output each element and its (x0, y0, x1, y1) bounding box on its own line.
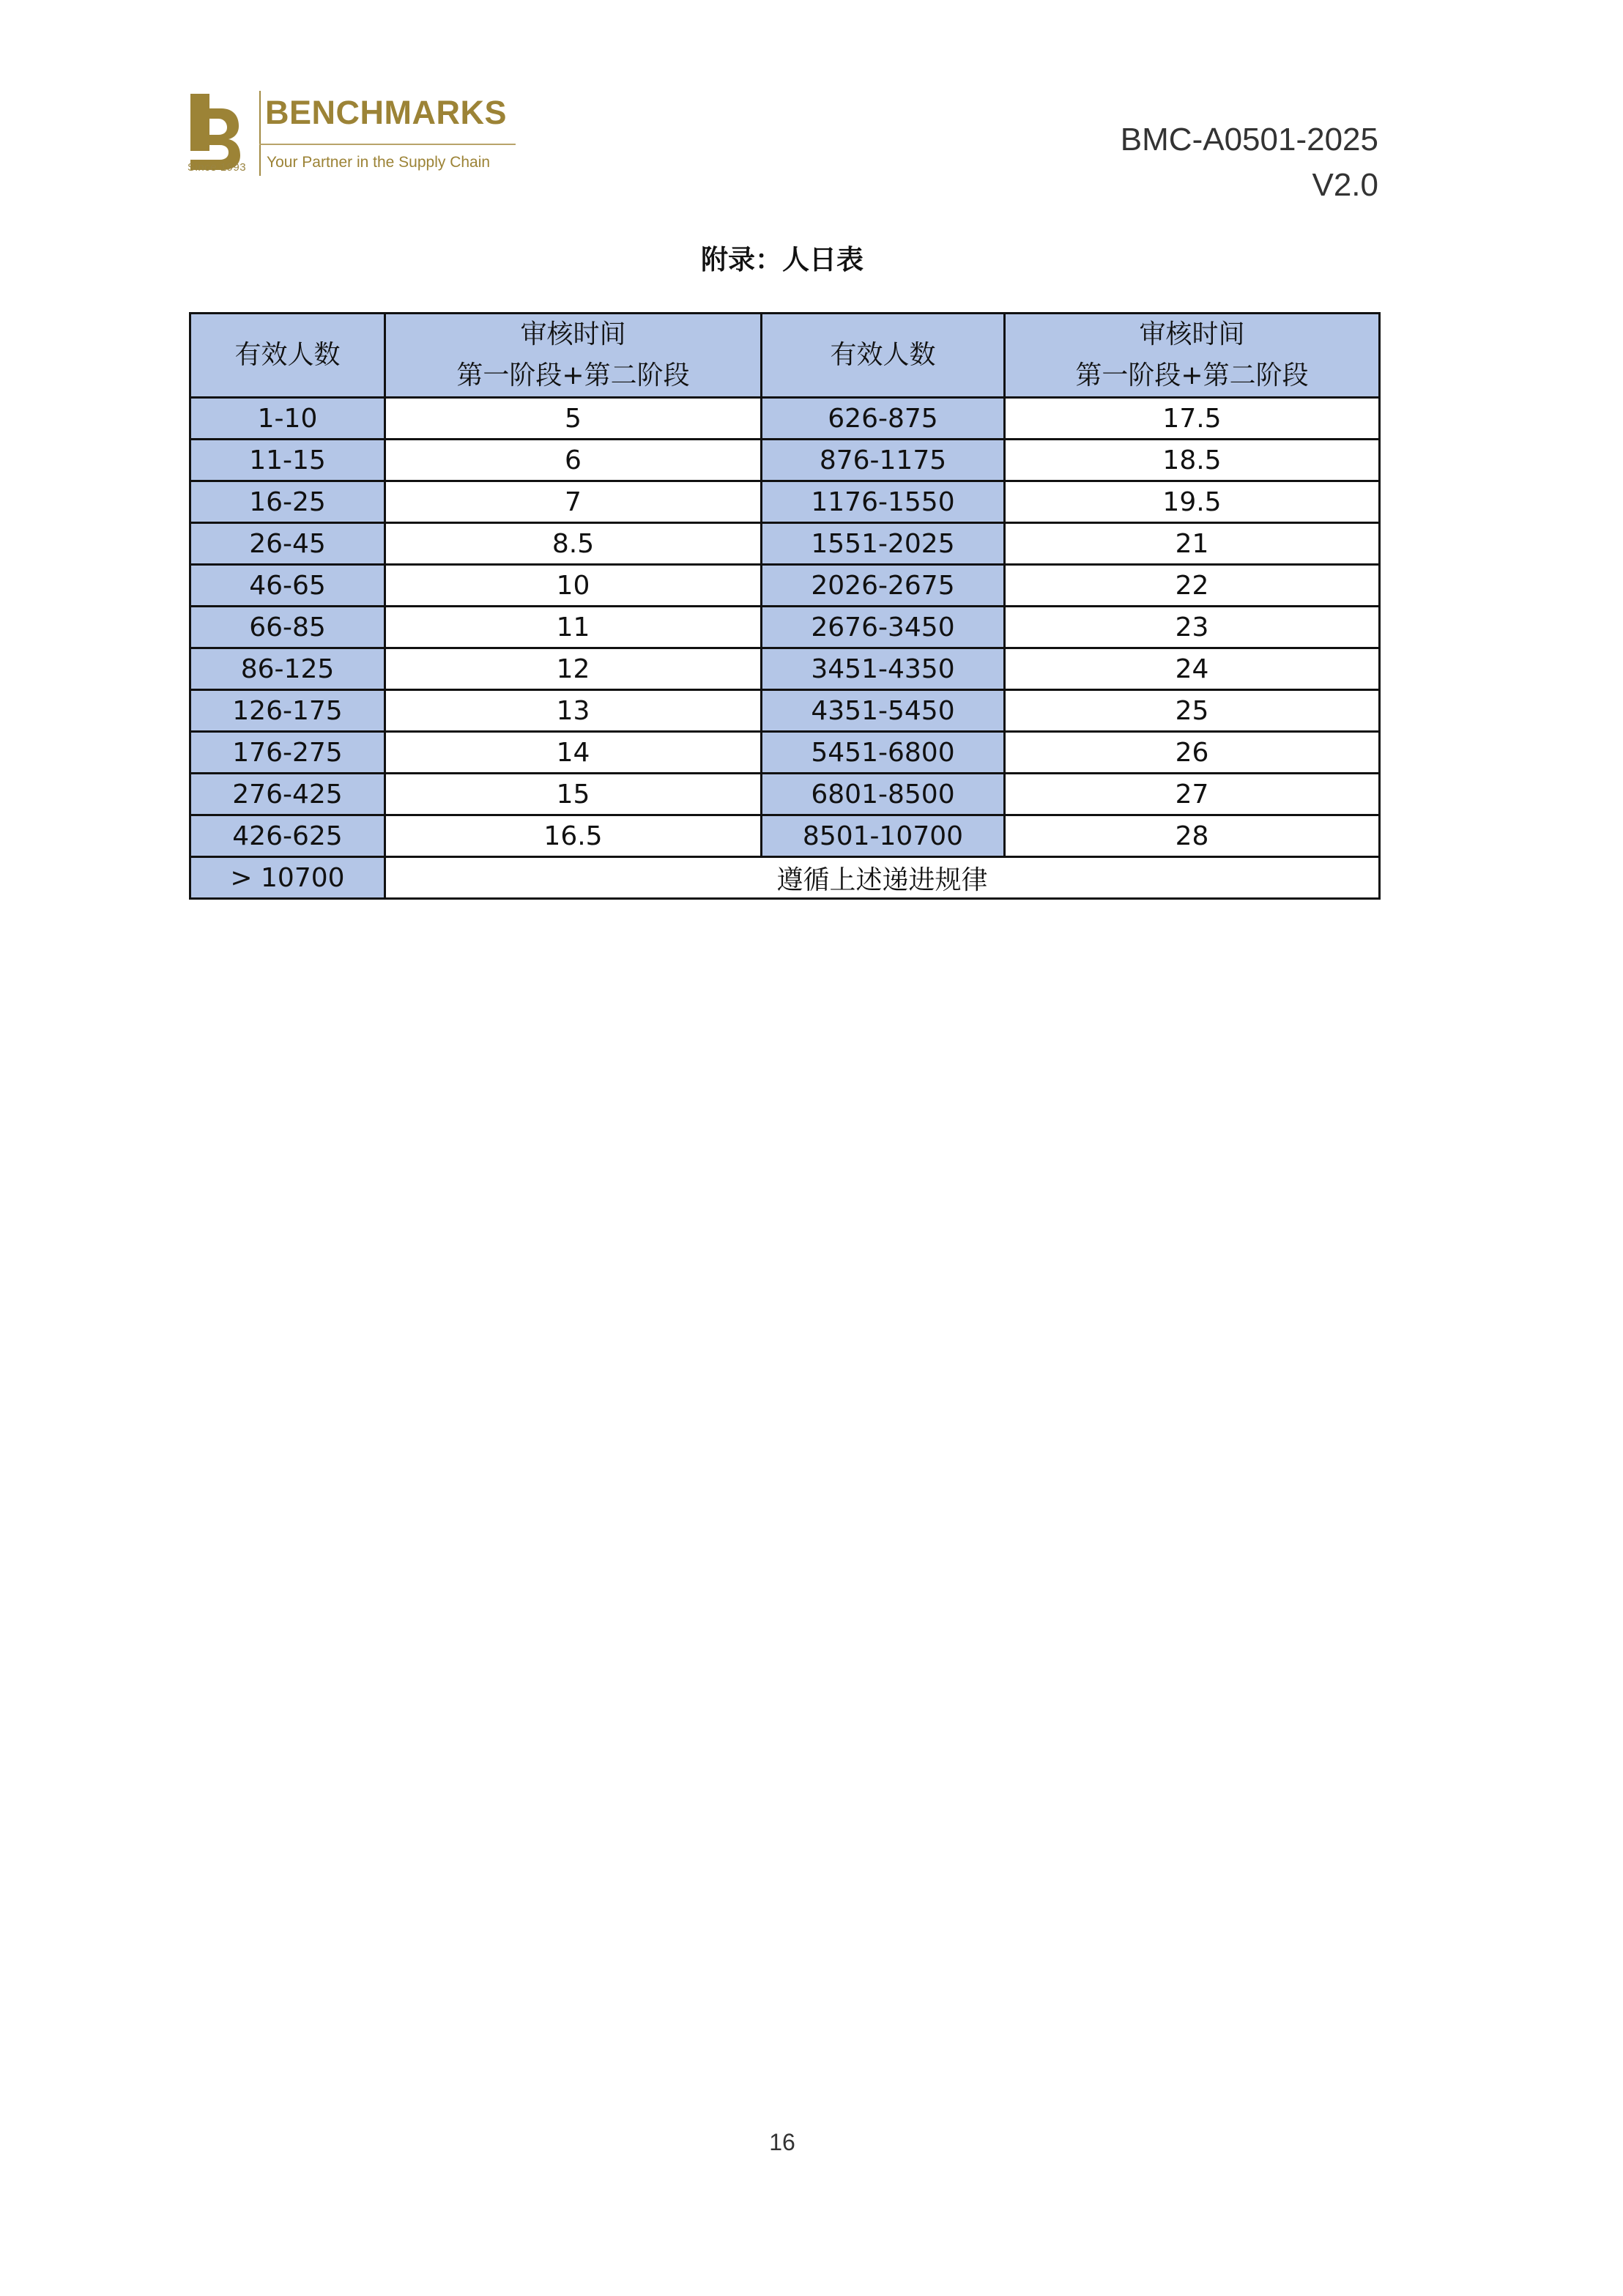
cell-audit-days: 12 (385, 648, 762, 690)
table-row (190, 815, 1380, 857)
benchmarks-logo-icon (187, 94, 240, 170)
cell-staff-range-2: 5451-6800 (762, 732, 1005, 774)
header-audit-time-2-line1: 审核时间 (1139, 319, 1245, 349)
cell-staff-range-2: 4351-5450 (762, 690, 1005, 732)
document-code: BMC-A0501-2025 (1120, 122, 1378, 158)
logo-underline (259, 144, 516, 145)
cell-progression-note: 遵循上述递进规律 (385, 857, 1380, 899)
cell-staff-range: 26-45 (190, 523, 385, 565)
table-row (190, 648, 1380, 690)
cell-staff-range: 66-85 (190, 607, 385, 648)
cell-audit-days: 11 (385, 607, 762, 648)
cell-staff-range: 176-275 (190, 732, 385, 774)
logo-brand-name: BENCHMARKS (265, 94, 507, 131)
table-row (190, 398, 1380, 440)
header-audit-time-line1: 审核时间 (520, 319, 626, 349)
cell-staff-range: 276-425 (190, 774, 385, 815)
cell-staff-range-2: 3451-4350 (762, 648, 1005, 690)
cell-audit-days-2: 19.5 (1005, 481, 1380, 523)
cell-staff-range-2: 2026-2675 (762, 565, 1005, 607)
table-row (190, 774, 1380, 815)
header-audit-time-2-line2: 第一阶段+第二阶段 (1075, 360, 1309, 390)
cell-staff-range: 11-15 (190, 440, 385, 481)
cell-staff-range-2: 6801-8500 (762, 774, 1005, 815)
cell-audit-days-2: 24 (1005, 648, 1380, 690)
cell-staff-range: 126-175 (190, 690, 385, 732)
cell-audit-days: 8.5 (385, 523, 762, 565)
cell-audit-days: 15 (385, 774, 762, 815)
cell-audit-days-2: 17.5 (1005, 398, 1380, 440)
logo-since: Since 1993 (187, 161, 247, 174)
auditor-days-table (189, 312, 1381, 900)
logo-tagline: Your Partner in the Supply Chain (267, 154, 491, 171)
table-row (190, 523, 1380, 565)
page-title: 附录：人日表 (701, 244, 864, 275)
cell-staff-range: 86-125 (190, 648, 385, 690)
table-row (190, 440, 1380, 481)
cell-audit-days-2: 26 (1005, 732, 1380, 774)
cell-staff-range: 426-625 (190, 815, 385, 857)
table-row (190, 690, 1380, 732)
cell-audit-days-2: 27 (1005, 774, 1380, 815)
cell-audit-days-2: 18.5 (1005, 440, 1380, 481)
cell-audit-days: 6 (385, 440, 762, 481)
document-identifier (1121, 117, 1378, 208)
cell-audit-days-2: 22 (1005, 565, 1380, 607)
header-audit-time-2 (1005, 314, 1380, 398)
cell-staff-range-2: 1176-1550 (762, 481, 1005, 523)
header-effective-staff-2: 有效人数 (762, 314, 1005, 398)
table-row (190, 565, 1380, 607)
header-audit-time (385, 314, 762, 398)
cell-staff-range: 16-25 (190, 481, 385, 523)
cell-audit-days: 10 (385, 565, 762, 607)
document-version: V2.0 (1312, 167, 1378, 203)
logo-divider (259, 91, 261, 176)
table-row-last (190, 857, 1380, 899)
cell-audit-days-2: 25 (1005, 690, 1380, 732)
cell-staff-range-2: 876-1175 (762, 440, 1005, 481)
cell-audit-days: 7 (385, 481, 762, 523)
cell-staff-range: 46-65 (190, 565, 385, 607)
table-body (190, 398, 1380, 899)
page-number: 16 (769, 2129, 795, 2155)
header-effective-staff: 有效人数 (190, 314, 385, 398)
cell-audit-days: 16.5 (385, 815, 762, 857)
table-header-row (190, 314, 1380, 398)
cell-staff-range-2: 626-875 (762, 398, 1005, 440)
cell-audit-days-2: 28 (1005, 815, 1380, 857)
header-audit-time-line2: 第一阶段+第二阶段 (456, 360, 690, 390)
cell-staff-range-2: 8501-10700 (762, 815, 1005, 857)
cell-audit-days-2: 21 (1005, 523, 1380, 565)
cell-staff-range-max: > 10700 (190, 857, 385, 899)
table-row (190, 607, 1380, 648)
cell-audit-days: 13 (385, 690, 762, 732)
cell-staff-range-2: 1551-2025 (762, 523, 1005, 565)
cell-audit-days: 14 (385, 732, 762, 774)
cell-staff-range: 1-10 (190, 398, 385, 440)
table-row (190, 732, 1380, 774)
cell-audit-days: 5 (385, 398, 762, 440)
cell-audit-days-2: 23 (1005, 607, 1380, 648)
table-row (190, 481, 1380, 523)
cell-staff-range-2: 2676-3450 (762, 607, 1005, 648)
